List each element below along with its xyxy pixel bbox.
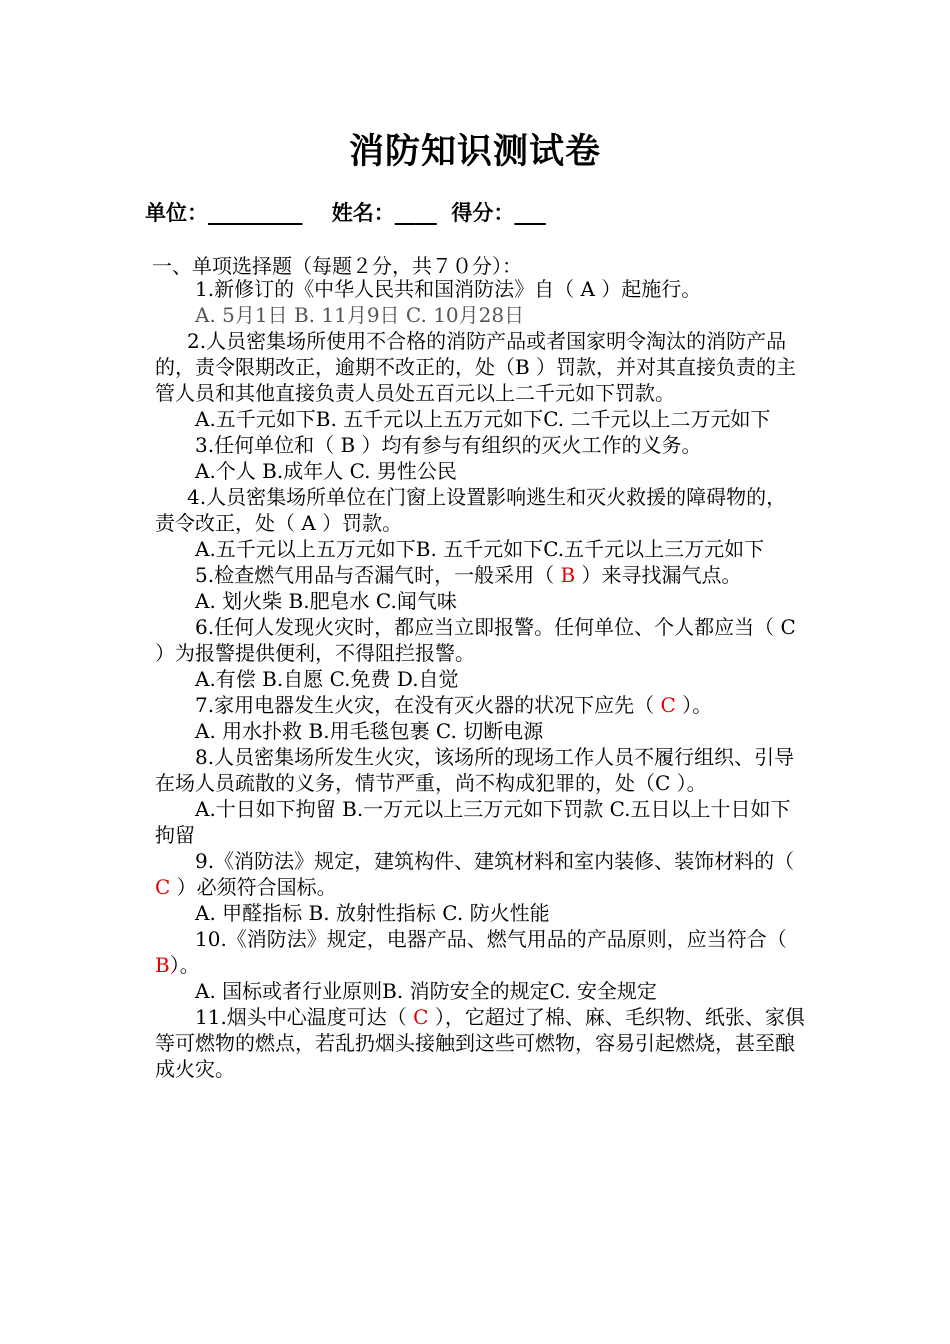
options-8: A.十日如下拘留 B.一万元以上三万元如下罚款 C.五日以上十日如下拘留 (155, 797, 791, 847)
options-1: A. 5月1日 B. 11月9日 C. 10月28日 (195, 303, 525, 327)
question-1: 1.新修订的《中华人民共和国消防法》自（ A ）起施行。 (195, 277, 702, 301)
options-4: A.五千元以上五万元如下B. 五千元如下C.五千元以上三万元如下 (195, 537, 765, 561)
question-8: 8.人员密集场所发生火灾，该场所的现场工作人员不履行组织、引导在场人员疏散的义务，情节严重，尚不构成犯罪的，处（C ）。 (155, 745, 795, 795)
unit-field: 单位：_________ (145, 201, 303, 225)
page-title: 消防知识测试卷 (348, 132, 601, 172)
options-3: A.个人 B.成年人 C. 男性公民 (195, 459, 457, 483)
question-5: 5.检查燃气用品与否漏气时，一般采用（ B ）来寻找漏气点。 (195, 563, 742, 587)
question-7: 7.家用电器发生火灾，在没有灭火器的状况下应先（ C ）。 (195, 693, 713, 717)
answer-11: C (413, 1005, 429, 1029)
options-9: A. 甲醛指标 B. 放射性指标 C. 防火性能 (195, 901, 550, 925)
answer-10: B (155, 953, 170, 977)
answer-9: C (155, 875, 171, 899)
answer-7: C (660, 693, 676, 717)
options-5: A. 划火柴 B.肥皂水 C.闻气味 (195, 589, 457, 613)
header-fields (145, 197, 546, 227)
question-6: 6.任何人发现火灾时，都应当立即报警。任何单位、个人都应当（ C ）为报警提供便利，不得阻拦报警。 (155, 615, 796, 665)
question-2: 2.人员密集场所使用不合格的消防产品或者国家明令淘汰的消防产品的，责令限期改正，逾期不改正的，处（B ）罚款，并对其直接负责的主管人员和其他直接负责人员处五百元以上二千元如下罚款。 (155, 329, 797, 405)
options-2: A.五千元如下B. 五千元以上五万元如下C. 二千元以上二万元如下 (195, 407, 771, 431)
section-heading: 一、单项选择题（每题２分，共７０分）： (152, 254, 522, 278)
question-list (155, 276, 805, 1082)
options-7: A. 用水扑救 B.用毛毯包裹 C. 切断电源 (195, 719, 544, 743)
name-field: 姓名：____ (331, 201, 437, 225)
question-11: 11.烟头中心温度可达（ C ），它超过了棉、麻、毛织物、纸张、家俱等可燃物的燃点，若乱扔烟头接触到这些可燃物，容易引起燃烧，甚至酿成火灾。 (155, 1005, 805, 1081)
options-10: A. 国标或者行业原则B. 消防安全的规定C. 安全规定 (195, 979, 657, 1003)
score-field: 得分：___ (451, 201, 546, 225)
question-4: 4.人员密集场所单位在门窗上设置影响逃生和灭火救援的障碍物的，责令改正，处（ A ）罚款。 (155, 485, 787, 535)
options-6: A.有偿 B.自愿 C.免费 D.自觉 (195, 667, 459, 691)
question-10: 10.《消防法》规定，电器产品、燃气用品的产品原则，应当符合（ B）。 (155, 927, 787, 977)
question-9: 9.《消防法》规定，建筑构件、建筑材料和室内装修、装饰材料的（ C ）必须符合国标。 (155, 849, 795, 899)
question-3: 3.任何单位和（ B ）均有参与有组织的灭火工作的义务。 (195, 433, 702, 457)
answer-5: B (560, 563, 576, 587)
